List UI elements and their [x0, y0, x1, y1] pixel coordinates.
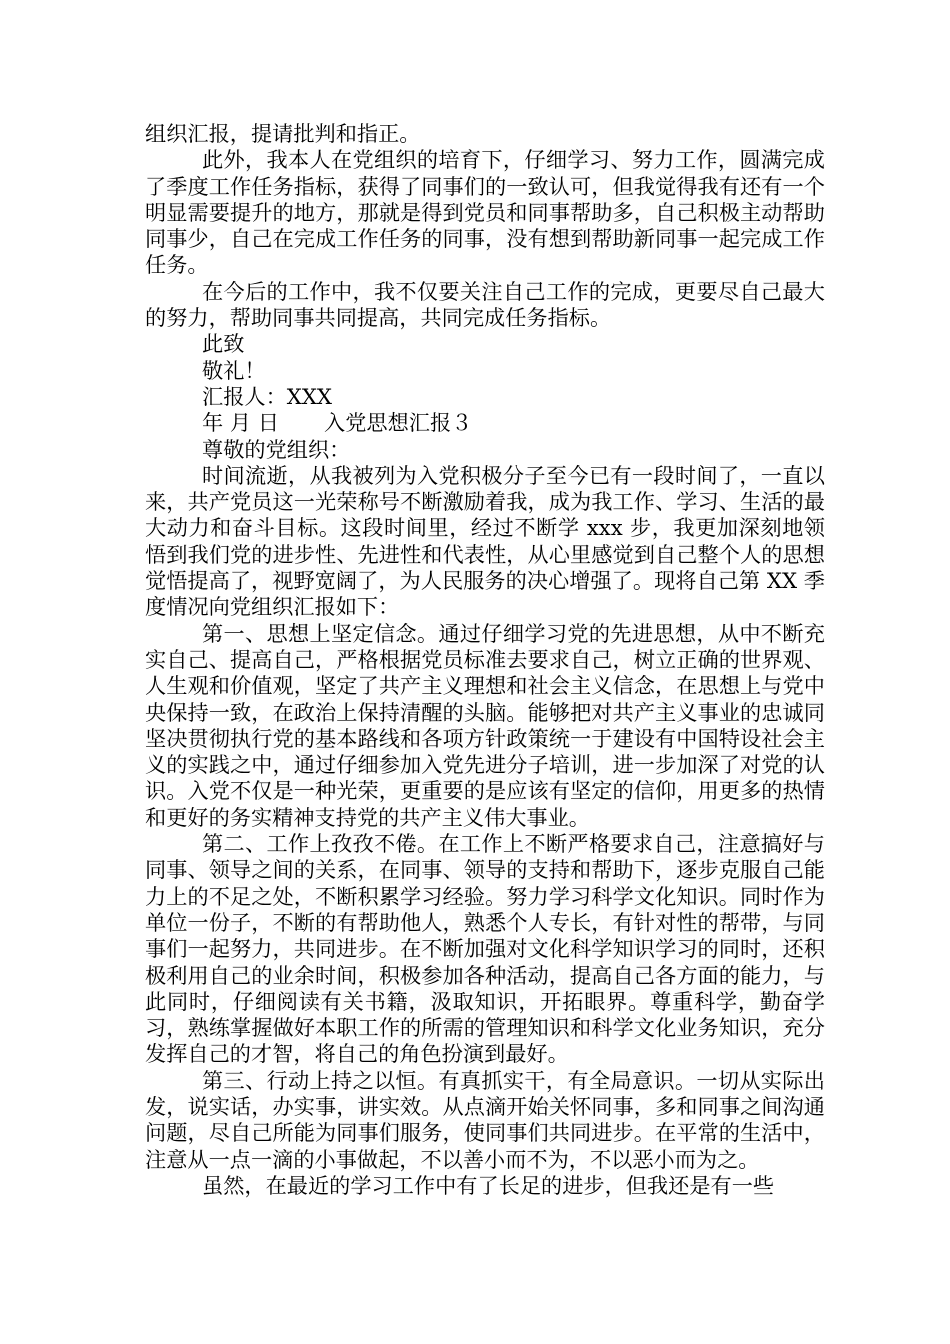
report-date: 年 月 日 [202, 410, 280, 436]
paragraph-closing-line: 组织汇报，提请批判和指正。 [145, 121, 421, 146]
closing-salutation: 此致 [202, 331, 245, 357]
closing-regards: 敬礼！ [202, 357, 266, 383]
date-and-title-line [145, 410, 825, 436]
reporter-signature: 汇报人：XXX [202, 383, 333, 409]
paragraph-self-assessment: 此外，我本人在党组织的培育下，仔细学习、努力工作，圆满完成了季度工作任务指标，获得了同事们的一致认可，但我觉得我有还有一个明显需要提升的地方，那就是得到党员和同事帮助多，自己积极主动帮助同事少，自己在完成工作任务的同事，没有想到帮助新同事一起完成工作任务。 [145, 147, 825, 278]
report-title: 入党思想汇报３ [324, 410, 473, 436]
document-page [145, 121, 825, 1199]
paragraph-continuation: 虽然，在最近的学习工作中有了长足的进步，但我还是有一些 [202, 1172, 775, 1198]
greeting: 尊敬的党组织： [202, 436, 351, 462]
paragraph-point-two: 第二、工作上孜孜不倦。在工作上不断严格要求自己，注意搞好与同事、领导之间的关系，在同事、领导的支持和帮助下，逐步克服自己能力上的不足之处，不断积累学习经验。努力学习科学文化知识。同时作为单位一份子，不断的有帮助他人，熟悉个人专长，有针对性的帮带，与同事们一起努力，共同进步。在不断加强对文化科学知识学习的同时，还积极利用自己的业余时间，积极参加各种活动，提高自己各方面的能力，与此同时，仔细阅读有关书籍，汲取知识，开拓眼界。尊重科学，勤奋学习，熟练掌握做好本职工作的所需的管理知识和科学文化业务知识，充分发挥自己的才智，将自己的角色扮演到最好。 [145, 831, 825, 1067]
paragraph-future-plan: 在今后的工作中，我不仅要关注自己工作的完成，更要尽自己最大的努力，帮助同事共同提高，共同完成任务指标。 [145, 278, 825, 331]
paragraph-point-three: 第三、行动上持之以恒。有真抓实干，有全局意识。一切从实际出发，说实话，办实事，讲实效。从点滴开始关怀同事，多和同事之间沟通问题，尽自己所能为同事们服务，使同事们共同进步。在平常的生活中，注意从一点一滴的小事做起，不以善小而不为，不以恶小而为之。 [145, 1067, 825, 1172]
paragraph-point-one: 第一、思想上坚定信念。通过仔细学习党的先进思想，从中不断充实自己、提高自己，严格根据党员标准去要求自己，树立正确的世界观、人生观和价值观，坚定了共产主义理想和社会主义信念，在思想上与党中央保持一致，在政治上保持清醒的头脑。能够把对共产主义事业的忠诚同坚决贯彻执行党的基本路线和各项方针政策统一于建设有中国特设社会主义的实践之中，通过仔细参加入党先进分子培训，进一步加深了对党的认识。入党不仅是一种光荣，更重要的是应该有坚定的信仰，用更多的热情和更好的务实精神支持党的共产主义伟大事业。 [145, 620, 825, 830]
paragraph-introduction: 时间流逝，从我被列为入党积极分子至今已有一段时间了，一直以来，共产党员这一光荣称号不断激励着我，成为我工作、学习、生活的最大动力和奋斗目标。这段时间里，经过不断学 xxx 步，我更加深刻地领悟到我们党的进步性、先进性和代表性，从心里感觉到自己整个人的思想觉悟提高了，视野宽阔了，为人民服务的决心增强了。现将自己第 XX 季度情况向党组织汇报如下： [145, 462, 825, 620]
